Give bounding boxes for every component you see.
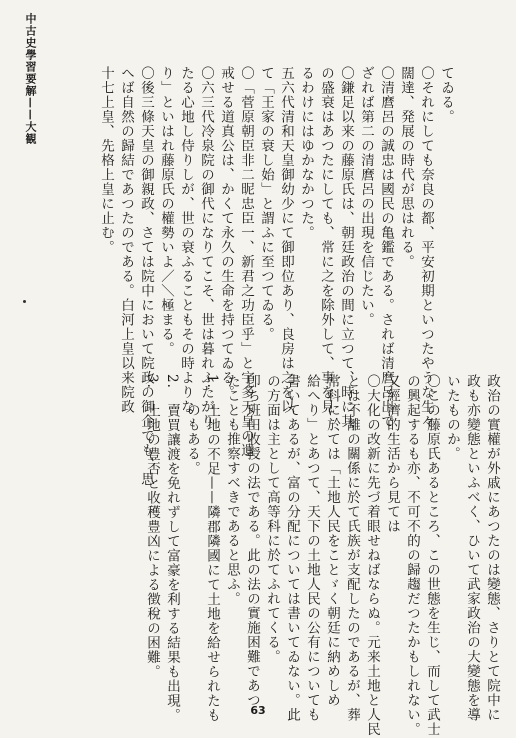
text-line: 卽ち班田收授の法である。此の法の實施困難であつ <box>244 374 260 708</box>
text-line: 書いてあるが、富の分配については書いてゐない。此 <box>284 374 300 722</box>
text-line: たる心地し侍りしが、世の衰ふることもその時よりな <box>178 66 194 414</box>
text-line: 常科に於ては「土地人民をことゞく朝廷に納めしめ <box>324 374 340 708</box>
text-line: の方面は主として高等科に於てふれてくる。 <box>264 374 280 664</box>
text-line: とは不離の關係に於て氏族が支配したのであるが、葬 <box>344 374 360 722</box>
text-line: 政治の實權が外戚にあつたのは變態、さりとて院中に <box>484 374 500 722</box>
text-line: 〇六三代冷泉院の御代になりてこそ、世は暮れふたがり <box>198 66 214 429</box>
text-line: 戒せる道真公は、かくて永久の生命を持つてゐる。 <box>218 66 234 400</box>
text-line: 〇後三條天皇の御親政、さては院中において院政の御企でも、思 <box>138 66 154 487</box>
paper-speck <box>23 300 26 303</box>
page-number: 63 <box>250 704 266 717</box>
text-line: 2. 賣買讓渡を免れずして富豪を利する結果も出現。 <box>164 374 180 723</box>
text-line: 給へり」とあつて、天下の土地人民の公有についても <box>304 374 320 722</box>
text-line: てゐる。 <box>438 66 454 124</box>
text-line: 〇この藤原氏あるところ、この世態を生じ、而して武士 <box>424 374 440 737</box>
text-line: いたものか。 <box>444 374 460 461</box>
text-line: 〇鎌足以来の藤原氏は、朝廷政治の間に立つて、時に其 <box>338 66 354 429</box>
text-line: へば自然の歸結であつたのである。白河上皇以来院政 <box>118 66 134 414</box>
text-line: 〇大化の改新に先づ着眼せねばならぬ。元来土地と人民 <box>364 374 380 737</box>
text-line: の盛衰はあつたにしても、常に之を除外して、事を見 <box>318 66 334 414</box>
text-line: 〇「菅原朝臣非二昵忠臣一、新君之功臣乎」と宇多天皇の遺 <box>238 66 254 458</box>
running-header: 中古史學習要解——大観 <box>24 13 37 145</box>
text-line: り」といはれ藤原氏の權勢いよ／＼極まる。 <box>158 66 174 356</box>
text-line: の興起するも亦、不可不的の歸趨だつたかもしれない。 <box>404 374 420 737</box>
text-line: て「王家の衰し始」と謂ふに至つてゐる。 <box>258 66 274 342</box>
text-line: 五六代清和天皇御幼少にて御即位あり、良房は之を以 <box>278 66 294 414</box>
text-line: たことも推察すべきであると思ふ。 <box>224 374 240 606</box>
text-line: のもある。 <box>184 374 200 476</box>
text-line: るわけにはゆかなかつた。 <box>298 66 314 240</box>
text-line: ざれば第二の清麿呂の出現を信じたい。 <box>358 66 374 327</box>
text-line: 十七上皇、先格上皇に止む。 <box>98 66 114 255</box>
text-line: 1. 土地の不足——隣郡隣國にて土地を給せられたも <box>204 374 220 723</box>
text-line: 〇清麿呂の誠忠は國民の亀鑑である。されば清麿呂出で <box>378 66 394 429</box>
text-line: 〇それにしても奈良の都、平安初期といつたやうな生々 <box>418 66 434 429</box>
text-line: 政も亦變態といふべく、ひいて武家政治の大變態を導 <box>464 374 480 722</box>
text-line: 又經濟的生活から見ては <box>384 374 400 534</box>
text-line: 闊達、発展の時代が思はれる。 <box>398 66 414 269</box>
text-line: 3. 土地の豊否と收穫豊凶による徴稅の困難。 <box>144 374 160 679</box>
